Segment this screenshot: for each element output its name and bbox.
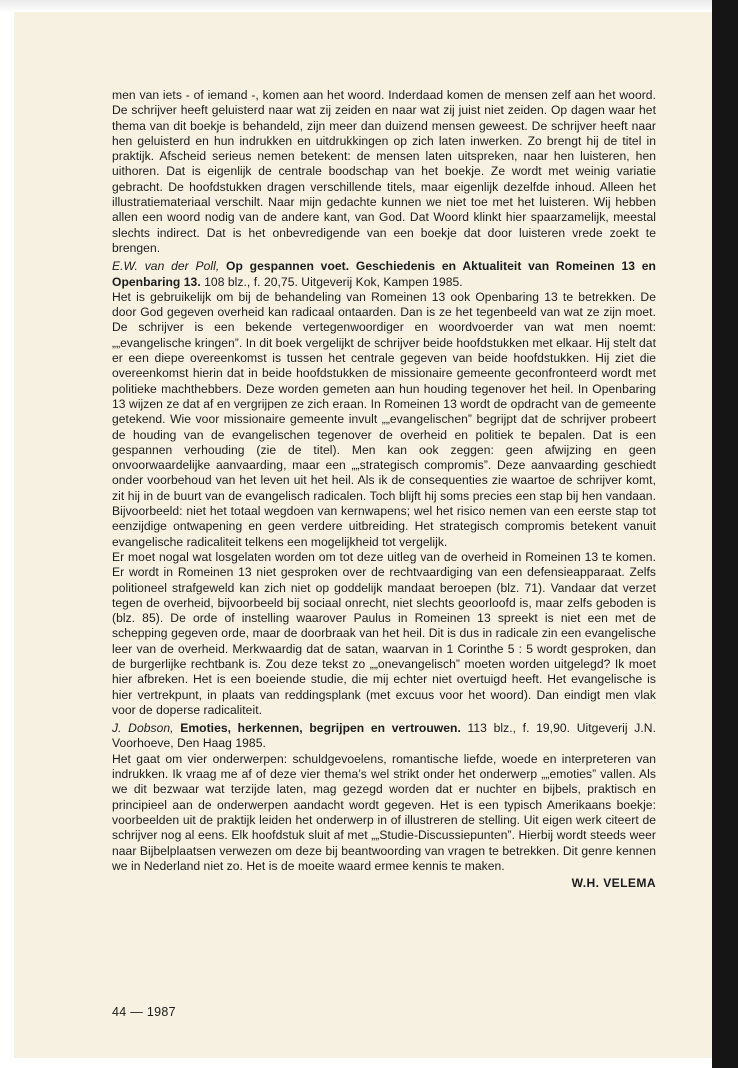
scan-dark-edge	[712, 0, 738, 1068]
review-entry-dobson	[112, 721, 656, 752]
scan-top-edge	[0, 0, 738, 12]
review-paragraph: Het is gebruikelijk om bij de behandeling van Romeinen 13 ook Openbaring 13 te betrekken. De door God gegeven overheid kan radicaal ontaarden. Dan is ze het tegenbeeld van wat ze zijn moet. De schrijver is een bekende vertegenwoordiger en woordvoerder van wat men noemt: „„evangelische kringen”. In dit boek vergelijkt de schrijver beide hoofdstukken met elkaar. Hij stelt dat er een diepe overeenkomst is tussen het centrale gegeven van beide hoofdstukken. Hij ziet die overeenkomst hierin dat in beide hoofdstukken de missionaire gemeente geconfronteerd wordt met politieke machthebbers. Deze worden gemeten aan hun houding tegenover het heil. In Openbaring 13 wijzen ze dat af en vergrijpen ze zich eraan. In Romeinen 13 wordt de opdracht van de gemeente getekend. Wie voor missionaire gemeente invult „„evangelischen” begrijpt dat de schrijver probeert de houding van de evangelischen tegenover de overheid en politiek te bepalen. Dat is een gespannen verhouding (zie de titel). Men kan ook zeggen: geen afwijzing en geen onvoorwaardelijke aanvaarding, maar een „„strategisch compromis”. Deze aanvaarding geschiedt onder voorbehoud van het leven uit het heil. Als ik de consequenties zie waartoe de schrijver komt, zit hij in de buurt van de evangelisch radicalen. Toch blijft hij soms precies een stap bij hen vandaan. Bijvoorbeeld: niet het totaal wegdoen van kernwapens; wel het risico nemen van een eerste stap tot eenzijdige ontwapening en geen verdere uitbreiding. Het strategisch compromis betekent vanuit evangelische radicaliteit telkens een mogelijkheid tot vergelijk.	[112, 289, 656, 549]
review-details: 113 blz., f. 19,90. Uitgeverij J.N. Voorhoeve, Den Haag 1985.	[112, 721, 656, 751]
intro-paragraph: men van iets - of iemand -, komen aan het woord. Inderdaad komen de mensen zelf aan het woord. De schrijver heeft geluisterd naar wat zij zeiden en naar wat zij juist niet zeiden. Op dagen waar het thema van dit boekje is behandeld, zijn meer dan duizend mensen geweest. De schrijver heeft naar hen geluisterd en hun indrukken en uitdrukkingen op zich laten inwerken. Zo brengt hij de titel in praktijk. Afscheid serieus nemen betekent: de mensen laten uitspreken, naar hen luisteren, hen uithoren. Dat is eigenlijk de centrale boodschap van het boekje. Ze wordt met weinig variatie gebracht. De hoofdstukken dragen verschillende titels, maar eigenlijk dezelfde inhoud. Alleen het illustratiemateriaal verschilt. Naar mijn gedachte kunnen we niet toe met het luisteren. Wij hebben allen een woord nodig van de andere kant, van God. Dat Woord klinkt hier spaarzamelijk, meestal slechts indirect. Dat is het onbevredigende van een boekje dat door luisteren vrede zoekt te brengen.	[112, 88, 656, 255]
review-title: Emoties, herkennen, begrijpen en vertrouwen.	[180, 721, 461, 736]
review-author: J. Dobson,	[112, 721, 174, 736]
review-author: E.W. van der Poll,	[112, 259, 220, 274]
page-folio: 44 — 1987	[112, 1005, 176, 1019]
review-details: 108 blz., f. 20,75. Uitgeverij Kok, Kampen 1985.	[200, 274, 463, 289]
review-paragraph: Het gaat om vier onderwerpen: schuldgevoelens, romantische liefde, woede en interpreteren van indrukken. Ik vraag me af of deze vier thema’s wel strikt onder het onderwerp „„emoties” vallen. Als we dit bezwaar wat terzijde laten, mag gezegd worden dat er nuchter en bijbels, praktisch en principieel aan de onderwerpen aandacht wordt gegeven. Het is een typisch Amerikaans boekje: voorbeelden uit de praktijk leiden het onderwerp in of illustreren de stelling. Uit eigen werk citeert de schrijver nog al eens. Elk hoofdstuk sluit af met „„Studie-Discussiepunten”. Hierbij wordt steeds weer naar Bijbelplaatsen verwezen om deze bij beantwoording van vragen te betrekken. Dit genre kennen we in Nederland niet zo. Het is de moeite waard ermee kennis te maken.	[112, 751, 656, 873]
body-text	[112, 88, 656, 891]
signature: W.H. VELEMA	[571, 876, 656, 891]
review-paragraph: Er moet nogal wat losgelaten worden om tot deze uitleg van de overheid in Romeinen 13 te komen. Er wordt in Romeinen 13 niet gesproken over de rechtvaardiging van een defensieapparaat. Zelfs politioneel strafgeweld kan zich niet op goddelijk mandaat beroepen (blz. 71). Vandaar dat verzet tegen de overheid, bijvoorbeeld bij sociaal onrecht, niet slechts geoorloofd is, maar zelfs geboden is (blz. 85). De orde of instelling waarover Paulus in Romeinen 13 spreekt is niet een met de schepping gegeven orde, maar de doorbraak van het heil. Dit is dus in radicale zin een evangelische leer van de overheid. Merkwaardig dat de satan, waarvan in 1 Corinthe 5 : 5 wordt gesproken, dan de burgerlijke rechtbank is. Zou deze tekst zo „„onevangelisch” moeten worden uitgelegd? Ik moet hier afbreken. Het is een boeiende studie, die mij echter niet overtuigd heeft. Het evangelische is hier vertrekpunt, in plaats van reddingsplank (met excuus voor het woord). Dan eindigt men vlak voor de doperse radicaliteit.	[112, 549, 656, 717]
review-entry-poll	[112, 259, 656, 290]
review-title: Op gespannen voet. Geschiedenis en Aktualiteit van Romeinen 13 en Openbaring 13.	[112, 259, 656, 289]
